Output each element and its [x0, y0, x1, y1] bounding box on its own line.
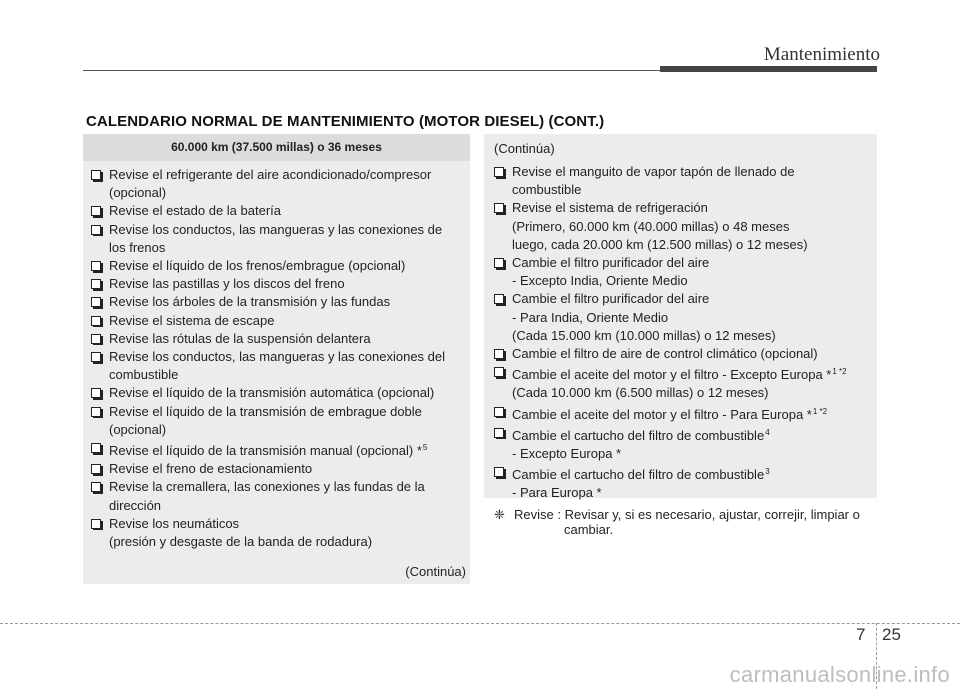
checklist-item-continued — [91, 366, 466, 384]
checklist-item-continued — [91, 497, 466, 515]
checklist-item — [91, 330, 466, 348]
checklist-item-continued — [494, 309, 873, 327]
checklist-item-text: combustible — [109, 367, 179, 383]
checklist-item-continued — [494, 327, 873, 345]
right-checklist — [484, 163, 877, 503]
checklist-item-text: Cambie el aceite del motor y el filtro - Excepto Europa * — [512, 367, 832, 383]
checklist-item-text: - Excepto Europa * — [512, 446, 622, 462]
checklist-item — [91, 257, 466, 275]
checklist-item-text: Revise el líquido de los frenos/embrague (opcional) — [109, 258, 406, 274]
chapter-number: 7 — [856, 625, 866, 644]
checklist-item — [91, 293, 466, 311]
checklist-item — [91, 221, 466, 239]
checkbox-icon — [494, 294, 504, 304]
checkbox-icon — [91, 464, 101, 474]
checklist-item-text: (opcional) — [109, 185, 167, 201]
footnote-ref: 4 — [765, 427, 770, 437]
checklist-item-text: Revise el refrigerante del aire acondicionado/compresor — [109, 167, 432, 182]
header-rule — [83, 70, 666, 71]
checklist-item — [494, 163, 873, 181]
checklist-item-text: Revise los árboles de la transmisión y las fundas — [109, 294, 391, 310]
checklist-item-text: Cambie el filtro purificador del aire — [512, 291, 710, 307]
checklist-item — [91, 348, 466, 366]
checklist-item-text: (presión y desgaste de la banda de rodadura) — [109, 534, 373, 550]
checklist-item-text: (opcional) — [109, 421, 167, 437]
checklist-item-text: Revise las rótulas de la suspensión delantera — [109, 330, 371, 346]
checklist-item-text: Revise el freno de estacionamiento — [109, 461, 313, 477]
checkbox-icon — [91, 352, 101, 362]
checklist-item — [494, 290, 873, 308]
checklist-item-text: Revise el líquido de la transmisión automática (opcional) — [109, 385, 435, 401]
checklist-item — [91, 439, 466, 460]
page-number: 25 — [882, 625, 901, 644]
checklist-item-text: Cambie el cartucho del filtro de combustible — [512, 467, 765, 483]
footnote-ref: 1 *2 — [832, 367, 847, 377]
checklist-item — [494, 403, 873, 424]
left-checklist — [83, 161, 470, 551]
header-bar — [660, 66, 877, 72]
note-text: Revisar y, si es necesario, ajustar, correjir, limpiar o — [564, 507, 860, 522]
checklist-item-continued — [494, 272, 873, 290]
checklist-item-text: Revise las pastillas y los discos del freno — [109, 276, 345, 292]
checkbox-icon — [91, 279, 101, 289]
checklist-item — [91, 403, 466, 421]
checklist-item — [91, 515, 466, 533]
continua-label: (Continúa) — [494, 141, 555, 156]
checklist-item — [494, 424, 873, 445]
checkbox-icon — [91, 225, 101, 235]
checklist-item — [494, 363, 873, 384]
checkbox-icon — [91, 261, 101, 271]
checklist-item-text: Revise el estado de la batería — [109, 203, 281, 219]
checkbox-icon — [494, 258, 504, 268]
checklist-item-text: Revise los neumáticos — [109, 515, 240, 531]
checkbox-icon — [91, 170, 101, 180]
checkbox-icon — [494, 367, 504, 377]
checkbox-icon — [494, 428, 504, 438]
checklist-item-text: Cambie el filtro purificador del aire — [512, 255, 710, 271]
checklist-item-text: Cambie el filtro de aire de control climático (opcional) — [512, 346, 818, 362]
checklist-item-text: Revise la cremallera, las conexiones y las fundas de la — [109, 479, 425, 495]
checklist-item-continued — [494, 445, 873, 463]
checklist-item-continued — [91, 239, 466, 257]
checklist-item-text: luego, cada 20.000 km (12.500 millas) o 12 meses) — [512, 236, 808, 252]
checklist-item — [494, 254, 873, 272]
note-text-continued: cambiar. — [564, 522, 614, 537]
checklist-item-text: (Cada 15.000 km (10.000 millas) o 12 meses) — [512, 327, 776, 343]
left-panel — [83, 134, 470, 584]
note-label: Revise : — [514, 507, 561, 522]
interval-band-title: 60.000 km (37.500 millas) o 36 meses — [83, 134, 470, 161]
checklist-item-continued — [494, 181, 873, 199]
checkbox-icon — [91, 519, 101, 529]
checklist-item — [91, 384, 466, 402]
checkbox-icon — [91, 407, 101, 417]
checklist-item-text: Cambie el cartucho del filtro de combustible — [512, 427, 765, 443]
checklist-item-continued — [494, 384, 873, 402]
checkbox-icon — [494, 203, 504, 213]
checkbox-icon — [91, 482, 101, 492]
checklist-item-continued — [91, 421, 466, 439]
checklist-item-text: - Para Europa * — [512, 485, 602, 501]
checkbox-icon — [494, 467, 504, 477]
checklist-item-continued — [494, 484, 873, 502]
checklist-item-text: Revise los conductos, las mangueras y las conexiones del — [109, 349, 446, 365]
footer-rule — [0, 623, 960, 624]
checklist-item — [91, 166, 466, 184]
checklist-item-text: combustible — [512, 182, 582, 198]
checkbox-icon — [91, 334, 101, 344]
checklist-item-text: (Cada 10.000 km (6.500 millas) o 12 meses) — [512, 385, 769, 401]
checklist-item-continued — [91, 184, 466, 202]
checklist-item-text: Revise el líquido de la transmisión de embrague doble — [109, 403, 422, 419]
checklist-item-text: dirección — [109, 497, 162, 513]
checklist-item-text: (Primero, 60.000 km (40.000 millas) o 48 meses — [512, 218, 790, 234]
watermark: carmanualsonline.info — [729, 662, 950, 687]
checklist-item-continued — [494, 236, 873, 254]
checklist-item-text: Revise el sistema de refrigeración — [512, 200, 708, 216]
right-panel — [484, 134, 877, 501]
checklist-item — [91, 460, 466, 478]
checklist-item-text: Cambie el aceite del motor y el filtro - Para Europa * — [512, 406, 812, 422]
checklist-item-text: Revise el líquido de la transmisión manual (opcional) * — [109, 443, 422, 459]
checkbox-icon — [494, 407, 504, 417]
page-header-title: Mantenimiento — [763, 44, 880, 65]
checklist-item-text: los frenos — [109, 239, 166, 255]
note-symbol-icon: ❈ — [494, 507, 505, 522]
checkbox-icon — [494, 167, 504, 177]
checklist-item — [91, 312, 466, 330]
section-title: CALENDARIO NORMAL DE MANTENIMIENTO (MOTOR DIESEL) (CONT.) — [86, 113, 605, 130]
checklist-item — [494, 463, 873, 484]
footnote-ref: 1 *2 — [812, 406, 828, 416]
checklist-item-text: Revise el manguito de vapor tapón de llenado de — [512, 164, 795, 179]
checklist-item — [91, 478, 466, 496]
checklist-item-text: Revise el sistema de escape — [109, 312, 275, 328]
checkbox-icon — [91, 388, 101, 398]
checklist-item-continued — [91, 533, 466, 551]
checklist-item-text: Revise los conductos, las mangueras y las conexiones de — [109, 221, 443, 237]
footnote-ref: 5 — [422, 443, 428, 453]
footnote-ref: 3 — [765, 467, 770, 477]
checkbox-icon — [91, 443, 101, 453]
checkbox-icon — [494, 349, 504, 359]
footnote — [494, 507, 879, 537]
checklist-item — [91, 202, 466, 220]
checkbox-icon — [91, 297, 101, 307]
checkbox-icon — [91, 316, 101, 326]
checklist-item-continued — [494, 218, 873, 236]
checklist-item — [494, 345, 873, 363]
checklist-item-text: - Para India, Oriente Medio — [512, 309, 669, 325]
continua-label: (Continúa) — [405, 564, 466, 579]
checklist-item — [494, 199, 873, 217]
checklist-item — [91, 275, 466, 293]
checkbox-icon — [91, 206, 101, 216]
checklist-item-text: - Excepto India, Oriente Medio — [512, 273, 688, 289]
